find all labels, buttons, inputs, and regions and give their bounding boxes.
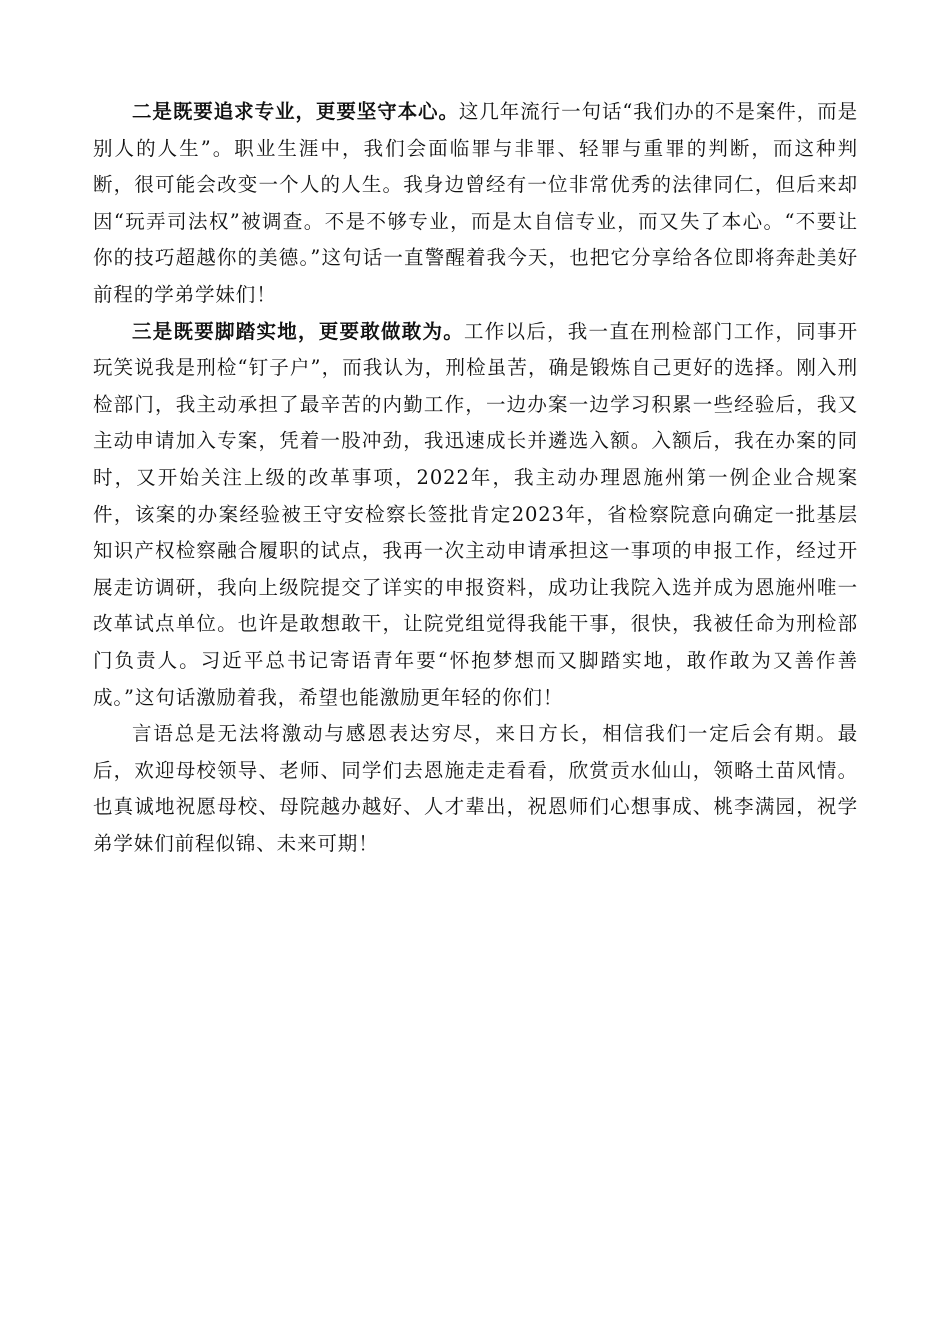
paragraph-lead: 三是既要脚踏实地，更要敢做敢为。	[132, 319, 465, 343]
paragraph-body: 工作以后，我一直在刑检部门工作，同事开玩笑说我是刑检“钉子户”，而我认为，刑检虽苦，确是锻炼自己更好的选择。刚入刑检部门，我主动承担了最辛苦的内勤工作，一边办案一边学习积累一些经验后，我又主动申请加入专案，凭着一股冲劲，我迅速成长并遴选入额。入额后，我在办案的同时，又开始关注上级的改革事项，2022年，我主动办理恩施州第一例企业合规案件，该案的办案经验被王守安检察长签批肯定2023年，省检察院意向确定一批基层知识产权检察融合履职的试点，我再一次主动申请承担这一事项的申报工作，经过开展走访调研，我向上级院提交了详实的申报资料，成功让我院入选并成为恩施州唯一改革试点单位。也许是敢想敢干，让院党组觉得我能干事，很快，我被任命为刑检部门负责人。习近平总书记寄语青年要“怀抱梦想而又脚踏实地，敢作敢为又善作善成。”这句话激励着我，希望也能激励更年轻的你们！	[93, 319, 858, 709]
paragraph-professionalism	[93, 94, 858, 314]
document-page	[93, 94, 858, 862]
paragraph-closing	[93, 716, 858, 862]
paragraph-body: 言语总是无法将激动与感恩表达穷尽，来日方长，相信我们一定后会有期。最后，欢迎母校领导、老师、同学们去恩施走走看看，欣赏贡水仙山，领略土苗风情。也真诚地祝愿母校、母院越办越好、人才辈出，祝恩师们心想事成、桃李满园，祝学弟学妹们前程似锦、未来可期！	[93, 722, 858, 855]
paragraph-down-to-earth	[93, 314, 858, 717]
paragraph-body: 这几年流行一句话“我们办的不是案件，而是别人的人生”。职业生涯中，我们会面临罪与非罪、轻罪与重罪的判断，而这种判断，很可能会改变一个人的人生。我身边曾经有一位非常优秀的法律同仁，但后来却因“玩弄司法权”被调查。不是不够专业，而是太自信专业，而又失了本心。“不要让你的技巧超越你的美德。”这句话一直警醒着我今天，也把它分享给各位即将奔赴美好前程的学弟学妹们！	[93, 100, 858, 306]
paragraph-lead: 二是既要追求专业，更要坚守本心。	[132, 100, 459, 123]
